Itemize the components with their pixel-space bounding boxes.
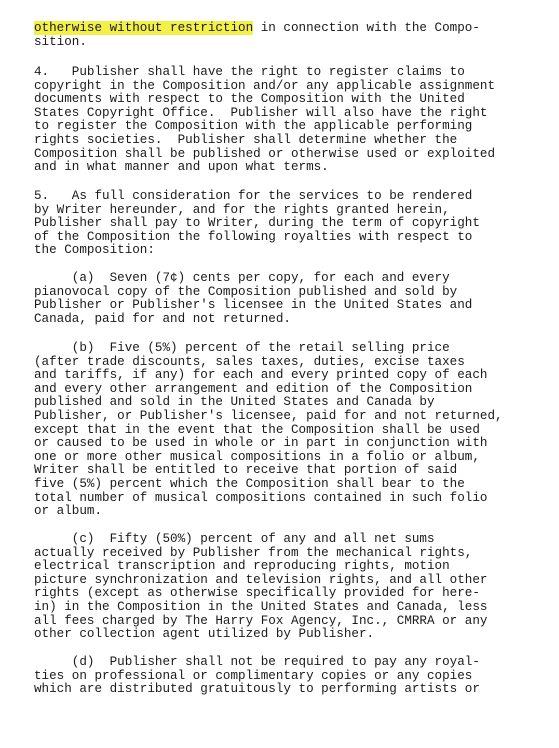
- paragraph-5: 5. As full consideration for the services to be rendered by Writer hereunder, and for the rights granted herein, Publisher shall pay to Writer, during the term of copyright of the Composition the following royalties with respect to the Composition:: [34, 189, 480, 258]
- paragraph-5d: (d) Publisher shall not be required to pay any royal- ties on professional or complimentary copies or any copies which are distributed gratuitously to performing artists or: [34, 655, 480, 697]
- paragraph-continuation: [34, 22, 549, 49]
- continuation-text: in connection with the Compo- sition.: [34, 21, 480, 49]
- highlighted-text: otherwise without restriction: [34, 21, 254, 35]
- paragraph-5c: (c) Fifty (50%) percent of any and all net sums actually received by Publisher from the mechanical rights, electrical transcription and reproducing rights, motion picture synchronization and television rights, and all other rights (except as otherwise specifically provided for here- in) in the Composition in the United States and Canada, less all fees charged by The Harry Fox Agency, Inc., CMRRA or any other collection agent utilized by Publisher.: [34, 532, 488, 642]
- paragraph-5a: (a) Seven (7¢) cents per copy, for each and every pianovocal copy of the Composition published and sold by Publisher or Publisher's licensee in the United States and Canada, paid for and not returned.: [34, 271, 473, 326]
- paragraph-5b: (b) Five (5%) percent of the retail selling price (after trade discounts, sales taxes, duties, excise taxes and tariffs, if any) for each and every printed copy of each and every other arrangement and edition of the Composition published and sold in the United States and Canada by Publisher, or Publisher's licensee, paid for and not returned, except that in the event that the Composition shall be used or caused to be used in whole or in part in conjunction with one or more other musical compositions in a folio or album, Writer shall be entitled to receive that portion of said five (5%) percent which the Composition shall bear to the total number of musical compositions contained in such folio or album.: [34, 341, 503, 519]
- paragraph-4: 4. Publisher shall have the right to register claims to copyright in the Composition and/or any applicable assignment documents with respect to the Composition with the United States Copyright Office. Publisher will also have the right to register the Composition with the applicable performing rights societies. Publisher shall determine whether the Composition shall be published or otherwise used or exploited and in what manner and upon what terms.: [34, 65, 496, 175]
